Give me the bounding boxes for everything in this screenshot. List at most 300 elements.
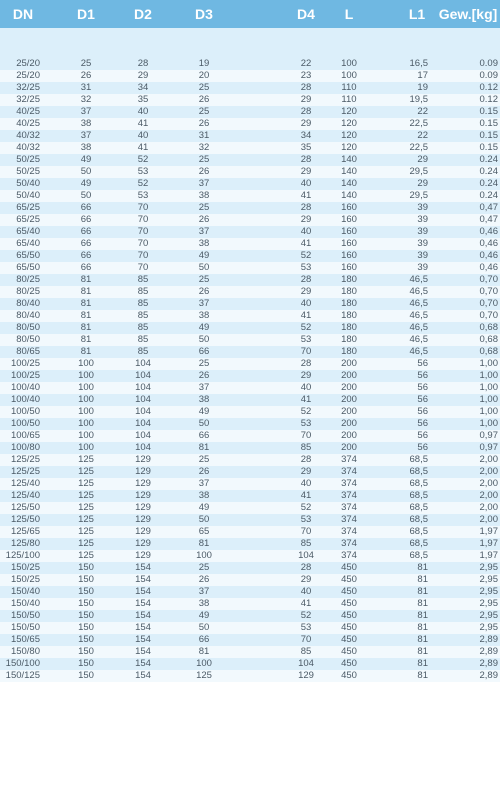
- cell-weight: 0,70: [479, 310, 498, 321]
- header-spacer: [0, 28, 500, 58]
- cell-weight: 0,47: [479, 202, 498, 213]
- cell-d4: 34: [300, 130, 312, 141]
- cell-d4: 41: [300, 490, 312, 501]
- cell-l: 100: [341, 70, 357, 81]
- table-row: [0, 250, 500, 262]
- cell-d2: 28: [137, 58, 149, 69]
- cell-d2: 129: [135, 514, 151, 525]
- cell-d4: 53: [300, 334, 312, 345]
- table-row: [0, 106, 500, 118]
- table-row: [0, 466, 500, 478]
- cell-d3: 25: [198, 562, 210, 573]
- cell-l: 160: [341, 202, 357, 213]
- cell-d1: 38: [80, 142, 92, 153]
- cell-d3: 25: [198, 358, 210, 369]
- cell-l: 200: [341, 382, 357, 393]
- cell-weight: 0,97: [479, 430, 498, 441]
- cell-d2: 40: [137, 130, 149, 141]
- cell-dn: 40/25: [16, 106, 40, 117]
- cell-d1: 125: [78, 466, 94, 477]
- cell-l1: 39: [417, 226, 428, 237]
- cell-l: 200: [341, 418, 357, 429]
- cell-d3: 38: [198, 490, 210, 501]
- cell-d2: 85: [137, 286, 149, 297]
- cell-d4: 70: [300, 430, 312, 441]
- table-row: [0, 430, 500, 442]
- table-row: [0, 226, 500, 238]
- cell-dn: 50/40: [16, 190, 40, 201]
- cell-l: 160: [341, 250, 357, 261]
- cell-d3: 26: [198, 118, 210, 129]
- cell-d4: 29: [300, 370, 312, 381]
- cell-d4: 29: [300, 118, 312, 129]
- cell-d2: 154: [135, 598, 151, 609]
- cell-weight: 1,00: [479, 394, 498, 405]
- cell-l: 374: [341, 514, 357, 525]
- cell-d3: 37: [198, 298, 210, 309]
- cell-d4: 35: [300, 142, 312, 153]
- cell-l: 450: [341, 574, 357, 585]
- table-row: [0, 610, 500, 622]
- cell-d1: 125: [78, 514, 94, 525]
- cell-d3: 25: [198, 454, 210, 465]
- cell-weight: 0,70: [479, 274, 498, 285]
- cell-d4: 41: [300, 598, 312, 609]
- cell-l1: 56: [417, 442, 428, 453]
- cell-d1: 100: [78, 394, 94, 405]
- cell-l: 450: [341, 586, 357, 597]
- cell-l1: 46,5: [409, 322, 428, 333]
- cell-d4: 129: [298, 670, 314, 681]
- cell-d3: 50: [198, 262, 210, 273]
- cell-dn: 125/50: [10, 502, 40, 513]
- cell-l: 200: [341, 358, 357, 369]
- cell-dn: 100/40: [10, 382, 40, 393]
- cell-d2: 129: [135, 526, 151, 537]
- cell-l1: 46,5: [409, 346, 428, 357]
- cell-d3: 66: [198, 346, 210, 357]
- cell-d3: 20: [198, 70, 210, 81]
- cell-d4: 41: [300, 394, 312, 405]
- cell-l1: 68,5: [409, 538, 428, 549]
- cell-d4: 53: [300, 514, 312, 525]
- cell-l: 180: [341, 274, 357, 285]
- cell-d1: 49: [80, 178, 92, 189]
- table-row: [0, 634, 500, 646]
- cell-d4: 28: [300, 106, 312, 117]
- cell-d3: 37: [198, 178, 210, 189]
- cell-d4: 40: [300, 382, 312, 393]
- cell-weight: 2,00: [479, 466, 498, 477]
- cell-d3: 26: [198, 166, 210, 177]
- cell-d4: 29: [300, 166, 312, 177]
- cell-d3: 26: [198, 214, 210, 225]
- cell-l: 120: [341, 142, 357, 153]
- cell-weight: 2,95: [479, 586, 498, 597]
- cell-weight: 1,97: [479, 550, 498, 561]
- cell-l: 180: [341, 346, 357, 357]
- table-row: [0, 178, 500, 190]
- cell-dn: 65/50: [16, 262, 40, 273]
- cell-d4: 70: [300, 346, 312, 357]
- cell-l1: 46,5: [409, 298, 428, 309]
- cell-l1: 81: [417, 658, 428, 669]
- cell-l1: 81: [417, 586, 428, 597]
- cell-l: 450: [341, 598, 357, 609]
- cell-d4: 52: [300, 502, 312, 513]
- cell-d4: 29: [300, 214, 312, 225]
- table-row: [0, 94, 500, 106]
- cell-d1: 37: [80, 106, 92, 117]
- cell-weight: 2,89: [479, 658, 498, 669]
- cell-l1: 46,5: [409, 274, 428, 285]
- cell-d2: 85: [137, 346, 149, 357]
- table-row: [0, 454, 500, 466]
- cell-l: 120: [341, 130, 357, 141]
- cell-d2: 129: [135, 550, 151, 561]
- cell-dn: 25/20: [16, 70, 40, 81]
- cell-d1: 81: [80, 310, 92, 321]
- cell-l: 110: [341, 94, 357, 105]
- cell-l: 374: [341, 550, 357, 561]
- cell-dn: 125/25: [10, 454, 40, 465]
- cell-l1: 68,5: [409, 478, 428, 489]
- cell-l1: 81: [417, 634, 428, 645]
- cell-dn: 100/50: [10, 406, 40, 417]
- cell-l1: 22,5: [409, 118, 428, 129]
- cell-d4: 85: [300, 442, 312, 453]
- cell-l1: 39: [417, 214, 428, 225]
- cell-d3: 66: [198, 430, 210, 441]
- cell-l1: 68,5: [409, 514, 428, 525]
- cell-d4: 85: [300, 646, 312, 657]
- header-dn: DN: [12, 6, 34, 22]
- cell-d2: 40: [137, 106, 149, 117]
- table-row: [0, 334, 500, 346]
- table-row: [0, 586, 500, 598]
- cell-d2: 85: [137, 310, 149, 321]
- cell-dn: 80/40: [16, 298, 40, 309]
- cell-d3: 38: [198, 394, 210, 405]
- table-row: [0, 646, 500, 658]
- cell-dn: 150/25: [10, 562, 40, 573]
- cell-d2: 85: [137, 298, 149, 309]
- cell-d2: 104: [135, 382, 151, 393]
- cell-l: 450: [341, 562, 357, 573]
- cell-d4: 52: [300, 406, 312, 417]
- cell-d1: 125: [78, 538, 94, 549]
- cell-d3: 50: [198, 514, 210, 525]
- cell-d1: 150: [78, 634, 94, 645]
- table-row: [0, 154, 500, 166]
- cell-l: 160: [341, 262, 357, 273]
- cell-d3: 38: [198, 190, 210, 201]
- cell-d3: 26: [198, 466, 210, 477]
- cell-d3: 19: [198, 58, 210, 69]
- header-l: L: [344, 6, 354, 22]
- cell-d3: 49: [198, 406, 210, 417]
- cell-dn: 125/65: [10, 526, 40, 537]
- cell-d1: 100: [78, 430, 94, 441]
- cell-d1: 66: [80, 250, 92, 261]
- cell-d1: 25: [80, 58, 92, 69]
- cell-l1: 81: [417, 598, 428, 609]
- cell-d1: 100: [78, 370, 94, 381]
- cell-d3: 81: [198, 538, 210, 549]
- cell-dn: 125/25: [10, 466, 40, 477]
- cell-weight: 0.24: [479, 154, 498, 165]
- cell-d1: 50: [80, 166, 92, 177]
- cell-dn: 150/80: [10, 646, 40, 657]
- cell-d1: 37: [80, 130, 92, 141]
- cell-l: 374: [341, 454, 357, 465]
- table-row: [0, 670, 500, 682]
- cell-d3: 25: [198, 82, 210, 93]
- cell-d1: 81: [80, 346, 92, 357]
- cell-weight: 2,95: [479, 598, 498, 609]
- cell-d4: 40: [300, 178, 312, 189]
- cell-d4: 40: [300, 226, 312, 237]
- cell-l: 374: [341, 502, 357, 513]
- cell-d4: 40: [300, 586, 312, 597]
- cell-d3: 49: [198, 610, 210, 621]
- table-row: [0, 394, 500, 406]
- cell-l1: 29: [417, 154, 428, 165]
- cell-l1: 68,5: [409, 490, 428, 501]
- cell-d1: 125: [78, 550, 94, 561]
- cell-d2: 35: [137, 94, 149, 105]
- cell-weight: 2,00: [479, 478, 498, 489]
- cell-l1: 56: [417, 418, 428, 429]
- table-row: [0, 202, 500, 214]
- cell-d4: 85: [300, 538, 312, 549]
- cell-weight: 0,68: [479, 322, 498, 333]
- cell-d4: 41: [300, 190, 312, 201]
- cell-d3: 100: [196, 550, 212, 561]
- cell-l: 200: [341, 394, 357, 405]
- cell-weight: 2,89: [479, 634, 498, 645]
- cell-d4: 52: [300, 250, 312, 261]
- cell-l1: 39: [417, 250, 428, 261]
- cell-d2: 154: [135, 646, 151, 657]
- cell-d1: 81: [80, 286, 92, 297]
- cell-l: 140: [341, 178, 357, 189]
- cell-dn: 100/65: [10, 430, 40, 441]
- cell-d2: 85: [137, 322, 149, 333]
- cell-l1: 19: [417, 82, 428, 93]
- cell-l1: 16,5: [409, 58, 428, 69]
- table-row: [0, 382, 500, 394]
- cell-d1: 66: [80, 214, 92, 225]
- cell-d3: 26: [198, 574, 210, 585]
- cell-l1: 46,5: [409, 310, 428, 321]
- cell-d1: 38: [80, 118, 92, 129]
- cell-d1: 66: [80, 238, 92, 249]
- cell-weight: 0,46: [479, 238, 498, 249]
- cell-weight: 0.15: [479, 106, 498, 117]
- cell-l1: 39: [417, 238, 428, 249]
- cell-l: 140: [341, 154, 357, 165]
- cell-d3: 26: [198, 370, 210, 381]
- cell-d3: 38: [198, 310, 210, 321]
- cell-d3: 66: [198, 634, 210, 645]
- cell-d1: 100: [78, 358, 94, 369]
- cell-l1: 29,5: [409, 190, 428, 201]
- cell-l: 200: [341, 406, 357, 417]
- cell-l1: 68,5: [409, 526, 428, 537]
- cell-dn: 125/100: [5, 550, 40, 561]
- cell-l1: 68,5: [409, 466, 428, 477]
- table-row: [0, 238, 500, 250]
- cell-dn: 150/100: [5, 658, 40, 669]
- cell-l1: 68,5: [409, 550, 428, 561]
- table-row: [0, 58, 500, 70]
- cell-d3: 26: [198, 94, 210, 105]
- cell-l: 200: [341, 370, 357, 381]
- cell-d2: 129: [135, 490, 151, 501]
- table-row: [0, 658, 500, 670]
- header-d2: D2: [134, 6, 152, 22]
- table-row: [0, 262, 500, 274]
- header-d3: D3: [195, 6, 213, 22]
- cell-weight: 2,89: [479, 670, 498, 681]
- cell-l1: 81: [417, 622, 428, 633]
- cell-weight: 1,00: [479, 358, 498, 369]
- cell-weight: 2,95: [479, 622, 498, 633]
- table-row: [0, 490, 500, 502]
- cell-d2: 85: [137, 334, 149, 345]
- cell-weight: 0,68: [479, 346, 498, 357]
- cell-dn: 150/40: [10, 598, 40, 609]
- cell-d2: 70: [137, 214, 149, 225]
- cell-l1: 29: [417, 178, 428, 189]
- table-row: [0, 70, 500, 82]
- table-row: [0, 298, 500, 310]
- cell-dn: 65/25: [16, 202, 40, 213]
- table-row: [0, 478, 500, 490]
- cell-l1: 46,5: [409, 334, 428, 345]
- table-row: [0, 418, 500, 430]
- cell-d3: 25: [198, 202, 210, 213]
- cell-weight: 0,70: [479, 286, 498, 297]
- cell-d2: 154: [135, 670, 151, 681]
- cell-d2: 104: [135, 430, 151, 441]
- cell-dn: 32/25: [16, 94, 40, 105]
- table-body: [0, 58, 500, 682]
- cell-d4: 70: [300, 634, 312, 645]
- cell-dn: 50/40: [16, 178, 40, 189]
- cell-d2: 154: [135, 622, 151, 633]
- cell-dn: 40/25: [16, 118, 40, 129]
- cell-weight: 0,97: [479, 442, 498, 453]
- cell-d1: 66: [80, 202, 92, 213]
- cell-d3: 125: [196, 670, 212, 681]
- table-row: [0, 358, 500, 370]
- table-row: [0, 142, 500, 154]
- cell-d2: 70: [137, 262, 149, 273]
- cell-d1: 150: [78, 670, 94, 681]
- cell-d3: 49: [198, 502, 210, 513]
- cell-d4: 28: [300, 274, 312, 285]
- cell-d4: 53: [300, 262, 312, 273]
- table-row: [0, 346, 500, 358]
- cell-d1: 150: [78, 610, 94, 621]
- table-row: [0, 322, 500, 334]
- cell-d1: 32: [80, 94, 92, 105]
- table-row: [0, 538, 500, 550]
- cell-d3: 81: [198, 646, 210, 657]
- cell-l: 160: [341, 214, 357, 225]
- cell-weight: 0,46: [479, 226, 498, 237]
- cell-d1: 81: [80, 322, 92, 333]
- cell-weight: 1,00: [479, 382, 498, 393]
- header-weight: Gew.[kg]: [438, 6, 498, 22]
- cell-weight: 2,00: [479, 502, 498, 513]
- cell-weight: 0,47: [479, 214, 498, 225]
- table-row: [0, 370, 500, 382]
- cell-dn: 80/50: [16, 322, 40, 333]
- cell-d4: 28: [300, 454, 312, 465]
- cell-l: 110: [341, 82, 357, 93]
- cell-l1: 56: [417, 370, 428, 381]
- cell-dn: 150/25: [10, 574, 40, 585]
- cell-dn: 65/25: [16, 214, 40, 225]
- cell-d1: 100: [78, 442, 94, 453]
- cell-d3: 100: [196, 658, 212, 669]
- cell-l: 200: [341, 430, 357, 441]
- table-header-row: [0, 0, 500, 28]
- table-row: [0, 526, 500, 538]
- cell-d1: 66: [80, 226, 92, 237]
- table-row: [0, 82, 500, 94]
- cell-d4: 104: [298, 658, 314, 669]
- cell-l: 374: [341, 538, 357, 549]
- cell-l: 100: [341, 58, 357, 69]
- cell-dn: 125/80: [10, 538, 40, 549]
- cell-weight: 0.12: [479, 82, 498, 93]
- cell-dn: 65/40: [16, 238, 40, 249]
- cell-dn: 80/50: [16, 334, 40, 345]
- cell-weight: 1,97: [479, 538, 498, 549]
- cell-d3: 38: [198, 598, 210, 609]
- cell-l: 374: [341, 526, 357, 537]
- cell-l: 140: [341, 190, 357, 201]
- cell-d1: 26: [80, 70, 92, 81]
- cell-l1: 22: [417, 130, 428, 141]
- cell-l: 120: [341, 118, 357, 129]
- table-row: [0, 598, 500, 610]
- cell-d2: 52: [137, 178, 149, 189]
- cell-l1: 68,5: [409, 502, 428, 513]
- table-row: [0, 130, 500, 142]
- cell-d1: 150: [78, 646, 94, 657]
- cell-d4: 28: [300, 358, 312, 369]
- cell-d3: 50: [198, 334, 210, 345]
- cell-d4: 40: [300, 478, 312, 489]
- cell-d3: 31: [198, 130, 210, 141]
- cell-l1: 56: [417, 358, 428, 369]
- cell-l: 450: [341, 610, 357, 621]
- cell-weight: 0.24: [479, 178, 498, 189]
- cell-weight: 0.15: [479, 118, 498, 129]
- cell-d1: 125: [78, 478, 94, 489]
- cell-l: 160: [341, 226, 357, 237]
- cell-d3: 50: [198, 418, 210, 429]
- cell-weight: 2,95: [479, 574, 498, 585]
- cell-l: 140: [341, 166, 357, 177]
- cell-d2: 29: [137, 70, 149, 81]
- header-d4: D4: [297, 6, 315, 22]
